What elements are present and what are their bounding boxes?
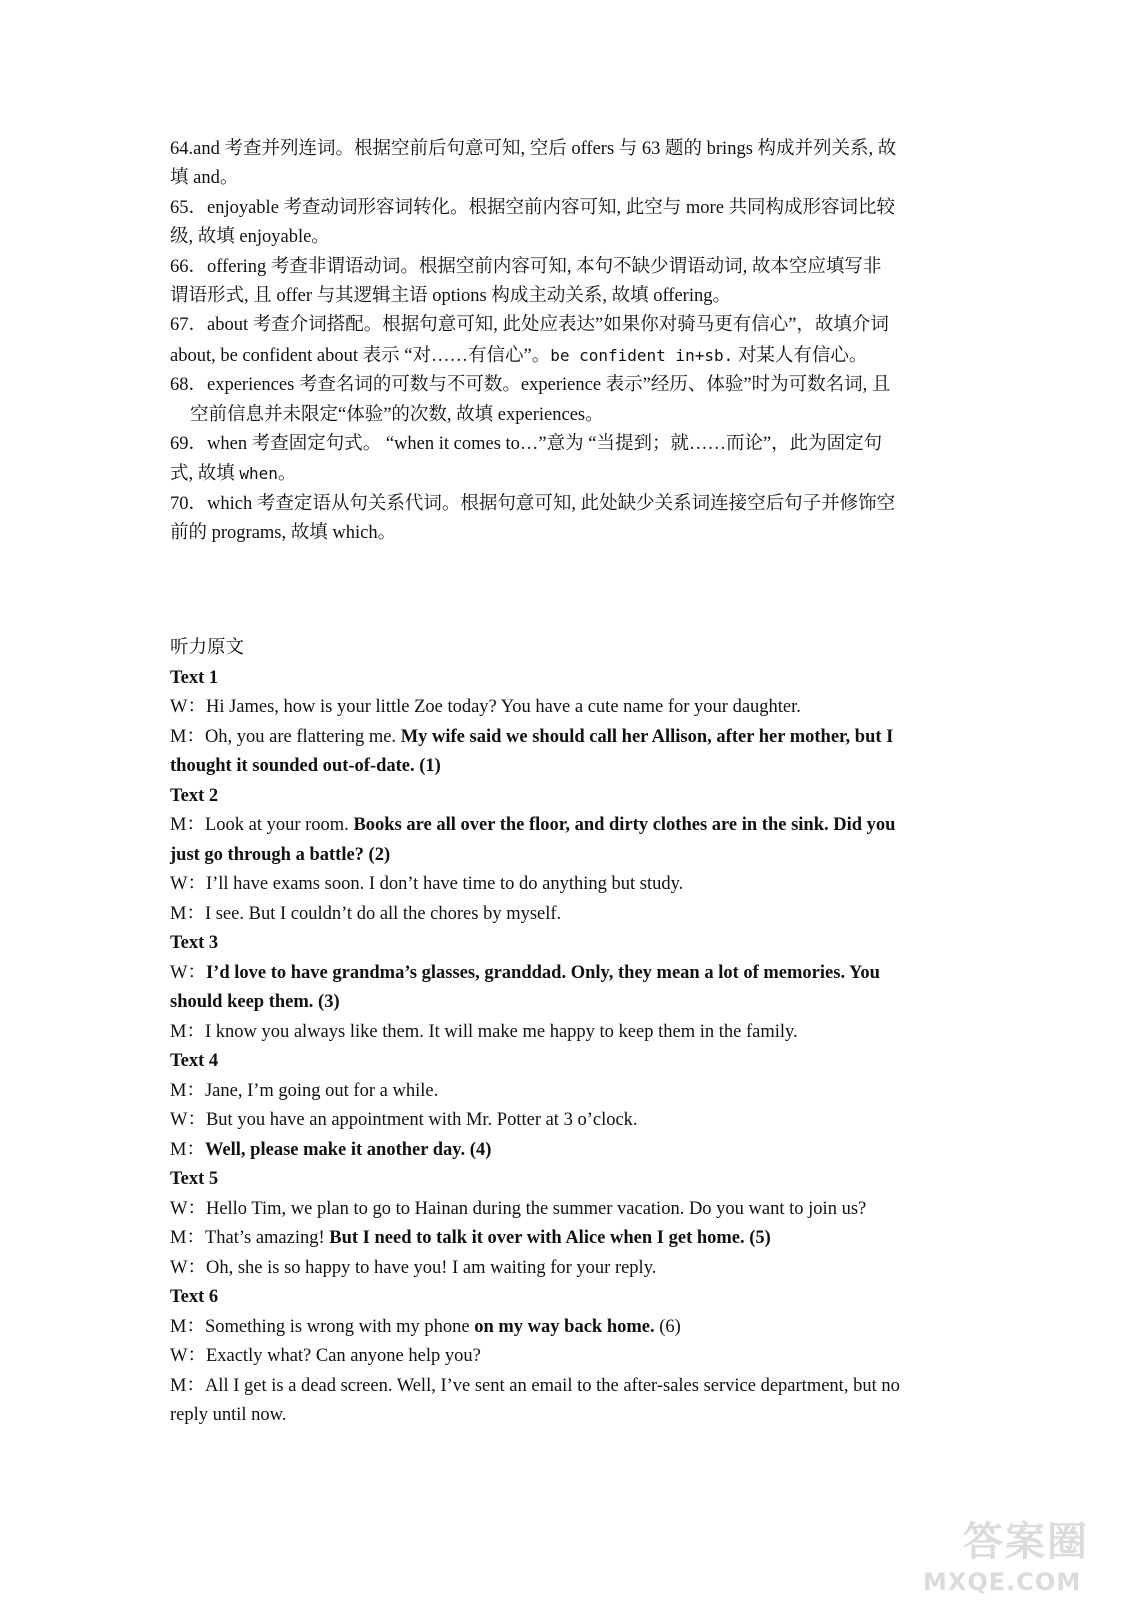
text1-w1: W：Hi James, how is your little Zoe today? You have a cute name for your daughter.: [170, 697, 801, 717]
answer-69-line2b: when: [239, 464, 278, 484]
text1-m1-plain: M：Oh, you are flattering me.: [170, 726, 401, 747]
text3-label: Text 3: [170, 933, 219, 953]
site-watermark: [923, 1510, 1123, 1596]
listening-script: [170, 634, 960, 1431]
answer-65-line1: 65．enjoyable 考查动词形容词转化。根据空前内容可知, 此空与 more 共同构成形容词比较: [170, 197, 896, 218]
answer-67-line2c: 对某人有信心。: [733, 345, 868, 366]
watermark-logo-text: 答案圈: [963, 1519, 1089, 1565]
text1-m1-bold-a: My wife said we should call her Allison, after her mother, but I: [400, 726, 894, 747]
text6-m1-plain: M：Something is wrong with my phone: [170, 1316, 475, 1337]
answer-66-line1: 66．offering 考查非谓语动词。根据空前内容可知, 本句不缺少谓语动词, 故本空应填写非: [170, 256, 882, 277]
text2-m1-bold-a: Books are all over the floor, and dirty clothes are in the sink. Did you: [353, 815, 896, 835]
script-heading: 听力原文: [170, 638, 245, 658]
answer-64-line2: 填 and。: [170, 168, 239, 189]
answer-68-line2: 空前信息并未限定“体验”的次数, 故填 experiences。: [190, 404, 604, 425]
text5-w2: W：Oh, she is so happy to have you! I am waiting for your reply.: [170, 1257, 657, 1278]
text3-w1-bold-a: I’d love to have grandma’s glasses, granddad. Only, they mean a lot of memories. You: [205, 962, 880, 983]
text2-w1: W：I’ll have exams soon. I don’t have time to do anything but study.: [170, 874, 684, 894]
text3-w1-plain: W：: [170, 962, 206, 983]
text2-m1-plain: M：Look at your room.: [170, 815, 354, 835]
watermark-url: MXQE.COM: [923, 1568, 1082, 1596]
text4-m2-plain: M：: [170, 1139, 205, 1160]
text3-m1: M：I know you always like them. It will make me happy to keep them in the family.: [170, 1021, 798, 1042]
text6-m2-line2: reply until now.: [170, 1405, 287, 1425]
answer-67-line2a: about, be confident about 表示 “对……有信心”。: [170, 345, 551, 366]
text1-m1-line1: [170, 723, 960, 753]
text5-m1: [170, 1224, 960, 1254]
text5-m1-bold: But I need to talk it over with Alice when I get home. (5): [329, 1228, 771, 1248]
text5-label: Text 5: [170, 1169, 219, 1189]
text6-w1: W：Exactly what? Can anyone help you?: [170, 1346, 481, 1366]
text3-w1-line1: [170, 959, 960, 989]
answer-68-line1: 68．experiences 考查名词的可数与不可数。experience 表示”经历、体验”时为可数名词, 且: [170, 375, 891, 396]
text2-m1-line2: just go through a battle? (2): [170, 844, 391, 865]
answer-67-line2b: be confident in+sb.: [550, 345, 734, 365]
text6-label: Text 6: [170, 1287, 219, 1307]
answer-69-line2c: 。: [277, 464, 297, 485]
text4-m2: [170, 1136, 960, 1166]
answer-explanations: [170, 135, 960, 549]
answer-70-line2: 前的 programs, 故填 which。: [170, 523, 397, 544]
answer-69-line2: [170, 459, 960, 489]
answer-65-line2: 级, 故填 enjoyable。: [170, 227, 330, 248]
answer-67-line2: [170, 341, 960, 371]
text6-m1-bold: on my way back home.: [474, 1316, 655, 1337]
answer-67-line1: 67．about 考查介词搭配。根据句意可知, 此处应表达”如果你对骑马更有信心”，故填介词: [170, 315, 889, 336]
text4-m1: M：Jane, I’m going out for a while.: [170, 1080, 439, 1101]
answer-66-line2: 谓语形式, 且 offer 与其逻辑主语 options 构成主动关系, 故填 offering。: [170, 286, 731, 307]
text4-label: Text 4: [170, 1051, 219, 1071]
text4-m2-bold: Well, please make it another day. (4): [204, 1139, 492, 1160]
text2-m2: M：I see. But I couldn’t do all the chores by myself.: [170, 903, 562, 924]
text6-m2-line1: M：All I get is a dead screen. Well, I’ve sent an email to the after-sales service department, but no: [170, 1375, 900, 1396]
text3-w1-line2: should keep them. (3): [170, 992, 340, 1012]
text6-m1: [170, 1313, 960, 1343]
text5-m1-plain: M：That’s amazing!: [170, 1228, 330, 1248]
text2-m1-line1: [170, 811, 960, 841]
answer-70-line1: 70．which 考查定语从句关系代词。根据句意可知, 此处缺少关系词连接空后句子并修饰空: [170, 493, 896, 514]
text1-label: Text 1: [170, 667, 219, 688]
text4-w1: W：But you have an appointment with Mr. Potter at 3 o’clock.: [170, 1110, 638, 1130]
answer-64-line1: 64.and 考查并列连词。根据空前后句意可知, 空后 offers 与 63 题的 brings 构成并列关系, 故: [170, 139, 897, 159]
answer-69-line2a: 式, 故填: [170, 464, 240, 485]
answer-69-line1: 69．when 考查固定句式。 “when it comes to…”意为 “当提到；就……而论”，此为固定句: [170, 434, 883, 455]
text5-w1: W：Hello Tim, we plan to go to Hainan during the summer vacation. Do you want to join us?: [170, 1198, 867, 1219]
text6-m1-tail: (6): [654, 1316, 681, 1337]
text1-m1-line2: thought it sounded out-of-date. (1): [170, 756, 441, 776]
text2-label: Text 2: [170, 785, 219, 806]
